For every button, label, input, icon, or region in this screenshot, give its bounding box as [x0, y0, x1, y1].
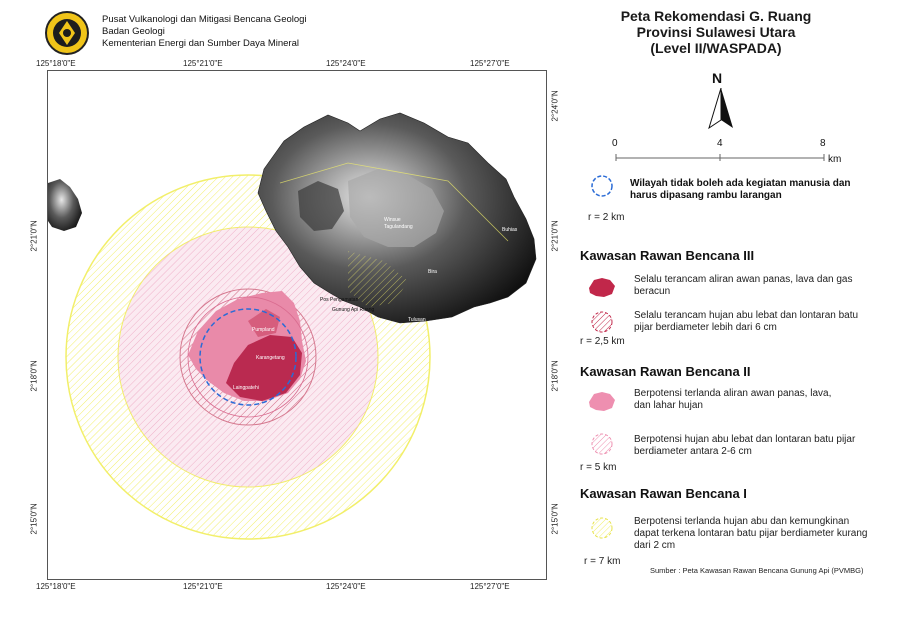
- left-lat-2-15: 2°15'0"N: [29, 503, 39, 535]
- esdm-logo: [44, 10, 90, 56]
- left-lat-2-21: 2°21'0"N: [29, 220, 39, 252]
- top-coord-2: 125°21'0"E: [183, 59, 223, 68]
- label-pos: Pos Pengamatan: [320, 297, 359, 303]
- legend-krb2-ring-symbol: [586, 432, 618, 456]
- map-title: [584, 8, 848, 56]
- legend-r2-text: Wilayah tidak boleh ada kegiatan manusia dan harus dipasang rambu larangan: [630, 178, 851, 201]
- scale-bar: [614, 152, 826, 162]
- organization-block: [102, 14, 307, 50]
- north-letter: N: [712, 70, 723, 86]
- legend-krb2-item1: Berpotensi terlanda aliran awan panas, lava, dan lahar hujan: [634, 388, 832, 411]
- bottom-coord-1: 125°18'0"E: [36, 582, 76, 591]
- right-lat-2-18: 2°18'0"N: [550, 360, 560, 392]
- title-line-2: Provinsi Sulawesi Utara: [636, 24, 796, 40]
- map-canvas[interactable]: [48, 71, 546, 579]
- title-line-3: (Level II/WASPADA): [650, 40, 782, 56]
- legend-krb1-item1: Berpotensi terlanda hujan abu dan kemungkinan dapat terkena lontaran batu pijar berdiameter kurang dari 2 cm: [634, 516, 868, 551]
- label-karangetang: Karangetang: [256, 355, 285, 361]
- top-coord-3: 125°24'0"E: [326, 59, 366, 68]
- scale-unit: km: [828, 154, 842, 165]
- scale-label-4: 4: [717, 138, 723, 149]
- label-gunung-api: Gunung Api Ruang: [332, 307, 375, 313]
- legend-krb3-flow-symbol: [586, 274, 618, 298]
- scale-label-0: 0: [612, 138, 618, 149]
- bottom-coord-3: 125°24'0"E: [326, 582, 366, 591]
- legend-krb3-item1: Selalu terancam aliran awan panas, lava dan gas beracun: [634, 274, 853, 297]
- legend-krb3-ring-symbol: [586, 310, 618, 334]
- legend-krb2-radius: r = 5 km: [580, 462, 617, 473]
- section-krb3-title: Kawasan Rawan Bencana III: [580, 248, 755, 263]
- label-tagulandang: Tagulandang: [384, 224, 413, 230]
- label-pumpland: Pumpland: [252, 327, 275, 333]
- legend-krb3-radius: r = 2,5 km: [580, 336, 625, 347]
- org-line-3: Kementerian Energi dan Sumber Daya Mineral: [102, 38, 299, 49]
- legend-krb3-item2: Selalu terancam hujan abu lebat dan lontaran batu pijar berdiameter lebih dari 6 cm: [634, 310, 859, 333]
- islet-west: [48, 179, 82, 231]
- label-winsue: Winsue: [384, 217, 401, 223]
- left-lat-2-18: 2°18'0"N: [29, 360, 39, 392]
- map-frame[interactable]: [47, 70, 547, 580]
- right-lat-2-24: 2°24'0"N: [550, 90, 560, 122]
- scale-label-8: 8: [820, 138, 826, 149]
- legend-r2-radius: r = 2 km: [588, 212, 625, 223]
- org-line-1: Pusat Vulkanologi dan Mitigasi Bencana Geologi: [102, 14, 307, 25]
- legend-krb2-item2: Berpotensi hujan abu lebat dan lontaran batu pijar berdiameter antara 2-6 cm: [634, 434, 856, 457]
- legend-krb1-radius: r = 7 km: [584, 556, 621, 567]
- label-bira: Bira: [428, 269, 437, 275]
- legend-krb2-flow-symbol: [586, 388, 618, 412]
- section-krb1-title: Kawasan Rawan Bencana I: [580, 486, 747, 501]
- right-lat-2-21: 2°21'0"N: [550, 220, 560, 252]
- legend-krb1-ring-symbol: [586, 516, 618, 540]
- map-source: Sumber : Peta Kawasan Rawan Bencana Gunung Api (PVMBG): [650, 566, 864, 575]
- bottom-coord-2: 125°21'0"E: [183, 582, 223, 591]
- label-tulusan: Tulusan: [408, 317, 426, 323]
- north-arrow-icon: [706, 88, 736, 132]
- label-buhias: Buhias: [502, 227, 518, 233]
- top-coord-4: 125°27'0"E: [470, 59, 510, 68]
- bottom-coord-4: 125°27'0"E: [470, 582, 510, 591]
- legend-r2-symbol: [586, 174, 618, 198]
- org-line-2: Badan Geologi: [102, 26, 165, 37]
- section-krb2-title: Kawasan Rawan Bencana II: [580, 364, 751, 379]
- top-coord-1: 125°18'0"E: [36, 59, 76, 68]
- title-line-1: Peta Rekomendasi G. Ruang: [620, 8, 812, 24]
- right-lat-2-15: 2°15'0"N: [550, 503, 560, 535]
- label-laingpatehi: Laingpatehi: [233, 385, 259, 391]
